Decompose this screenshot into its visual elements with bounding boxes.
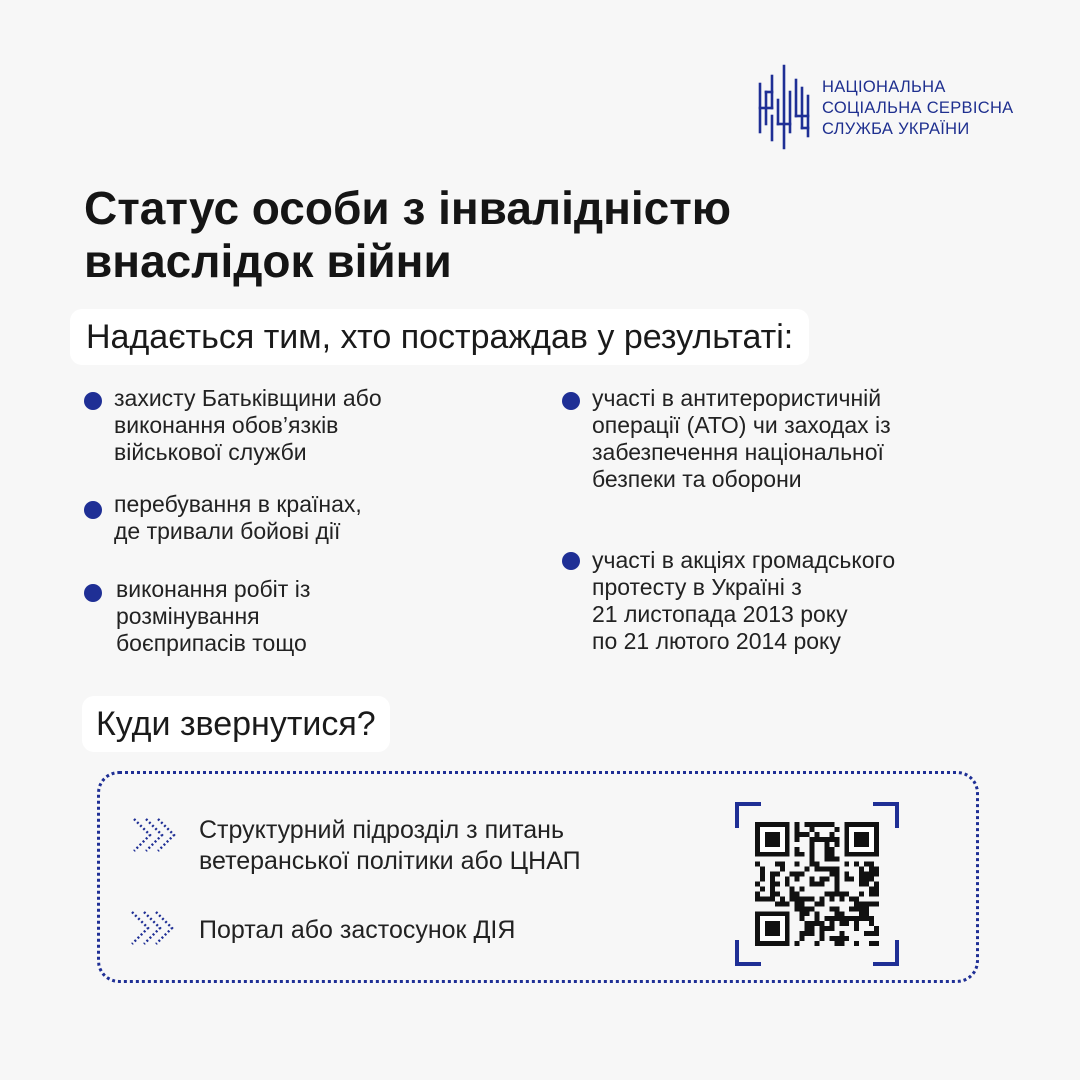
org-name-line: СОЦІАЛЬНА СЕРВІСНА [822,99,1014,117]
eligibility-item [84,576,464,661]
double-chevron-right-icon [130,815,180,855]
eligibility-item-line: операції (АТО) чи заходах із [592,412,891,438]
eligibility-item-line: військової служби [114,439,307,465]
double-chevron-right-icon [128,908,178,948]
page-title [84,182,964,288]
org-name-line: СЛУЖБА УКРАЇНИ [822,120,970,138]
eligibility-item [562,547,982,659]
eligibility-item-line: захисту Батьківщини або [114,385,382,411]
eligibility-item-text [592,547,895,655]
eligibility-item [84,491,464,549]
where-option-text [199,815,581,877]
eligibility-item-line: перебування в країнах, [114,491,362,517]
eligibility-item-line: 21 листопада 2013 року [592,601,848,627]
eligibility-item-line: забезпечення національної [592,439,884,465]
eligibility-item [84,385,464,470]
nssu-logo [756,60,1056,154]
page-title-line: Статус особи з інвалідністю [84,182,732,234]
eligibility-item-text [114,491,362,545]
where-option [128,908,698,952]
eligibility-item-text [592,385,891,493]
eligibility-item-line: протесту в Україні з [592,574,802,600]
eligibility-item-line: участі в акціях громадського [592,547,896,573]
bullet-dot-icon [84,584,102,602]
org-name [822,77,1013,140]
eligibility-item-line: по 21 лютого 2014 року [592,628,841,654]
eligibility-item-line: безпеки та оборони [592,466,802,492]
nssu-logo-icon [756,62,814,152]
eligibility-item-line: де тривали бойові дії [114,518,341,544]
eligibility-item-line: розмінування [116,603,260,629]
qr-code[interactable] [735,802,899,966]
eligibility-item-line: боєприпасів тощо [116,630,307,656]
where-option-line: ветеранської політики або ЦНАП [199,847,581,875]
where-heading: Куди звернутися? [82,696,390,752]
bullet-dot-icon [84,501,102,519]
bullet-dot-icon [562,552,580,570]
where-option-line: Портал або застосунок ДІЯ [199,916,516,944]
org-name-line: НАЦІОНАЛЬНА [822,78,946,96]
where-option-line: Структурний підрозділ з питань [199,816,564,844]
bullet-dot-icon [84,392,102,410]
where-option-text [199,915,515,946]
eligibility-item [562,385,982,497]
where-option [130,815,700,879]
eligibility-item-text [114,385,382,466]
eligibility-item-line: виконання обов’язків [114,412,339,438]
page-title-line: внаслідок війни [84,235,452,287]
provided-heading: Надається тим, хто постраждав у результаті: [70,309,809,365]
eligibility-item-text [116,576,310,657]
eligibility-item-line: виконання робіт із [116,576,311,602]
eligibility-item-line: участі в антитерористичній [592,385,882,411]
qr-code-icon [755,822,879,946]
bullet-dot-icon [562,392,580,410]
